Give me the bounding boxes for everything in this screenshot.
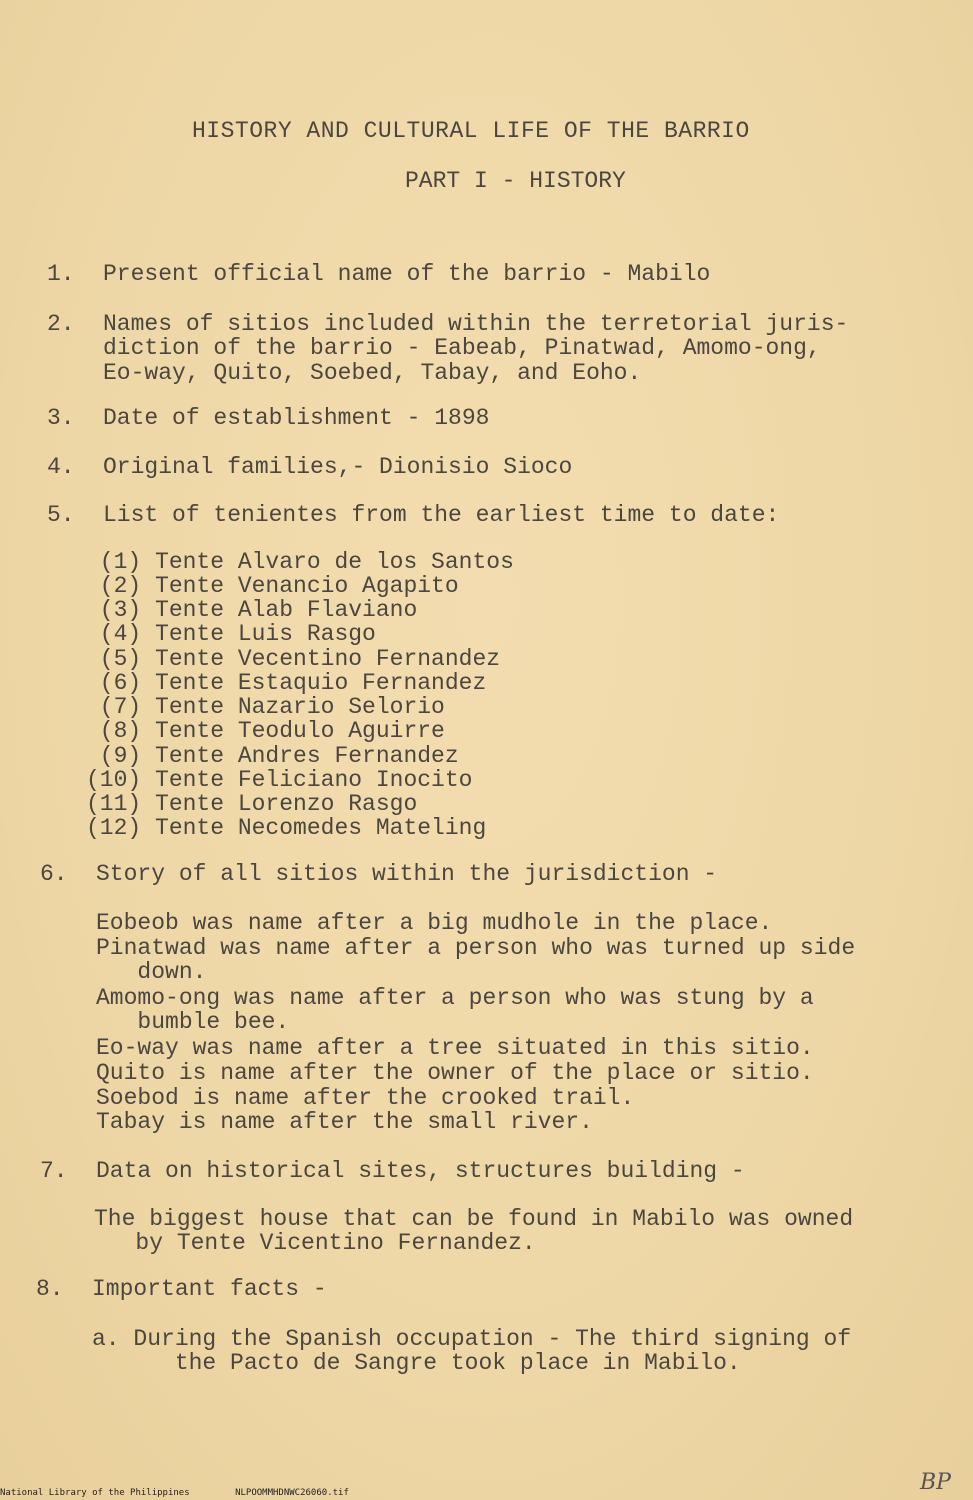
initials-stamp: BP (920, 1470, 951, 1495)
sitio-story-line: Tabay is name after the small river. (96, 1109, 593, 1135)
item-7-paragraph-line: by Tente Vicentino Fernandez. (94, 1230, 536, 1256)
teniente-list-item: (9) Tente Andres Fernandez (86, 743, 459, 769)
sitio-story-line: Quito is name after the owner of the place or sitio. (96, 1060, 814, 1086)
teniente-list-item: (5) Tente Vecentino Fernandez (86, 646, 501, 672)
sitio-story-line: Amomo-ong was name after a person who was stung by a (96, 985, 814, 1011)
item-number: 1. (47, 261, 75, 287)
file-name: NLPOOMMHDNWC26060.tif (235, 1488, 349, 1498)
sitio-story-line: Pinatwad was name after a person who was turned up side (96, 935, 856, 961)
teniente-list-item: (10) Tente Feliciano Inocito (86, 767, 473, 793)
sitio-story-line: down. (96, 959, 207, 985)
teniente-list-item: (8) Tente Teodulo Aguirre (86, 718, 445, 744)
scan-footer (0, 1488, 389, 1498)
teniente-list-item: (4) Tente Luis Rasgo (86, 621, 376, 647)
item-text: Original families,- Dionisio Sioco (103, 454, 573, 480)
sitio-story-line: Soebod is name after the crooked trail. (96, 1085, 635, 1111)
library-name: National Library of the Philippines (0, 1488, 190, 1498)
sitio-story-line: bumble bee. (96, 1009, 290, 1035)
sitio-story-line: Eobeob was name after a big mudhole in the place. (96, 910, 773, 936)
item-number: 7. (40, 1158, 68, 1184)
item-text: Present official name of the barrio - Mabilo (103, 261, 711, 287)
teniente-list-item: (1) Tente Alvaro de los Santos (86, 549, 514, 575)
teniente-list-item: (3) Tente Alab Flaviano (86, 597, 418, 623)
item-number: 2. (47, 311, 75, 337)
document-title: HISTORY AND CULTURAL LIFE OF THE BARRIO (192, 118, 750, 144)
item-number: 4. (47, 454, 75, 480)
item-text: Date of establishment - 1898 (103, 405, 490, 431)
teniente-list-item: (6) Tente Estaquio Fernandez (86, 670, 487, 696)
item-number: 6. (40, 861, 68, 887)
item-number: 3. (47, 405, 75, 431)
teniente-list-item: (7) Tente Nazario Selorio (86, 694, 445, 720)
item-8-paragraph-line: the Pacto de Sangre took place in Mabilo. (92, 1350, 741, 1376)
item-text: Story of all sitios within the jurisdiction - (96, 861, 718, 887)
item-8-paragraph-line: a. During the Spanish occupation - The third signing of (92, 1326, 852, 1352)
item-text-line: Eo-way, Quito, Soebed, Tabay, and Eoho. (103, 360, 642, 386)
item-text: List of tenientes from the earliest time to date: (103, 502, 780, 528)
part-title: PART I - HISTORY (405, 168, 626, 194)
item-text: Important facts - (92, 1276, 327, 1302)
sitio-story-line: Eo-way was name after a tree situated in this sitio. (96, 1035, 814, 1061)
item-7-paragraph-line: The biggest house that can be found in Mabilo was owned (94, 1206, 854, 1232)
item-text-line: diction of the barrio - Eabeab, Pinatwad, Amomo-ong, (103, 335, 821, 361)
teniente-list-item: (2) Tente Venancio Agapito (86, 573, 459, 599)
teniente-list-item: (12) Tente Necomedes Mateling (86, 815, 487, 841)
item-text: Data on historical sites, structures building - (96, 1158, 745, 1184)
item-number: 8. (36, 1276, 64, 1302)
item-text-line: Names of sitios included within the terretorial juris- (103, 311, 849, 337)
item-number: 5. (47, 502, 75, 528)
teniente-list-item: (11) Tente Lorenzo Rasgo (86, 791, 418, 817)
